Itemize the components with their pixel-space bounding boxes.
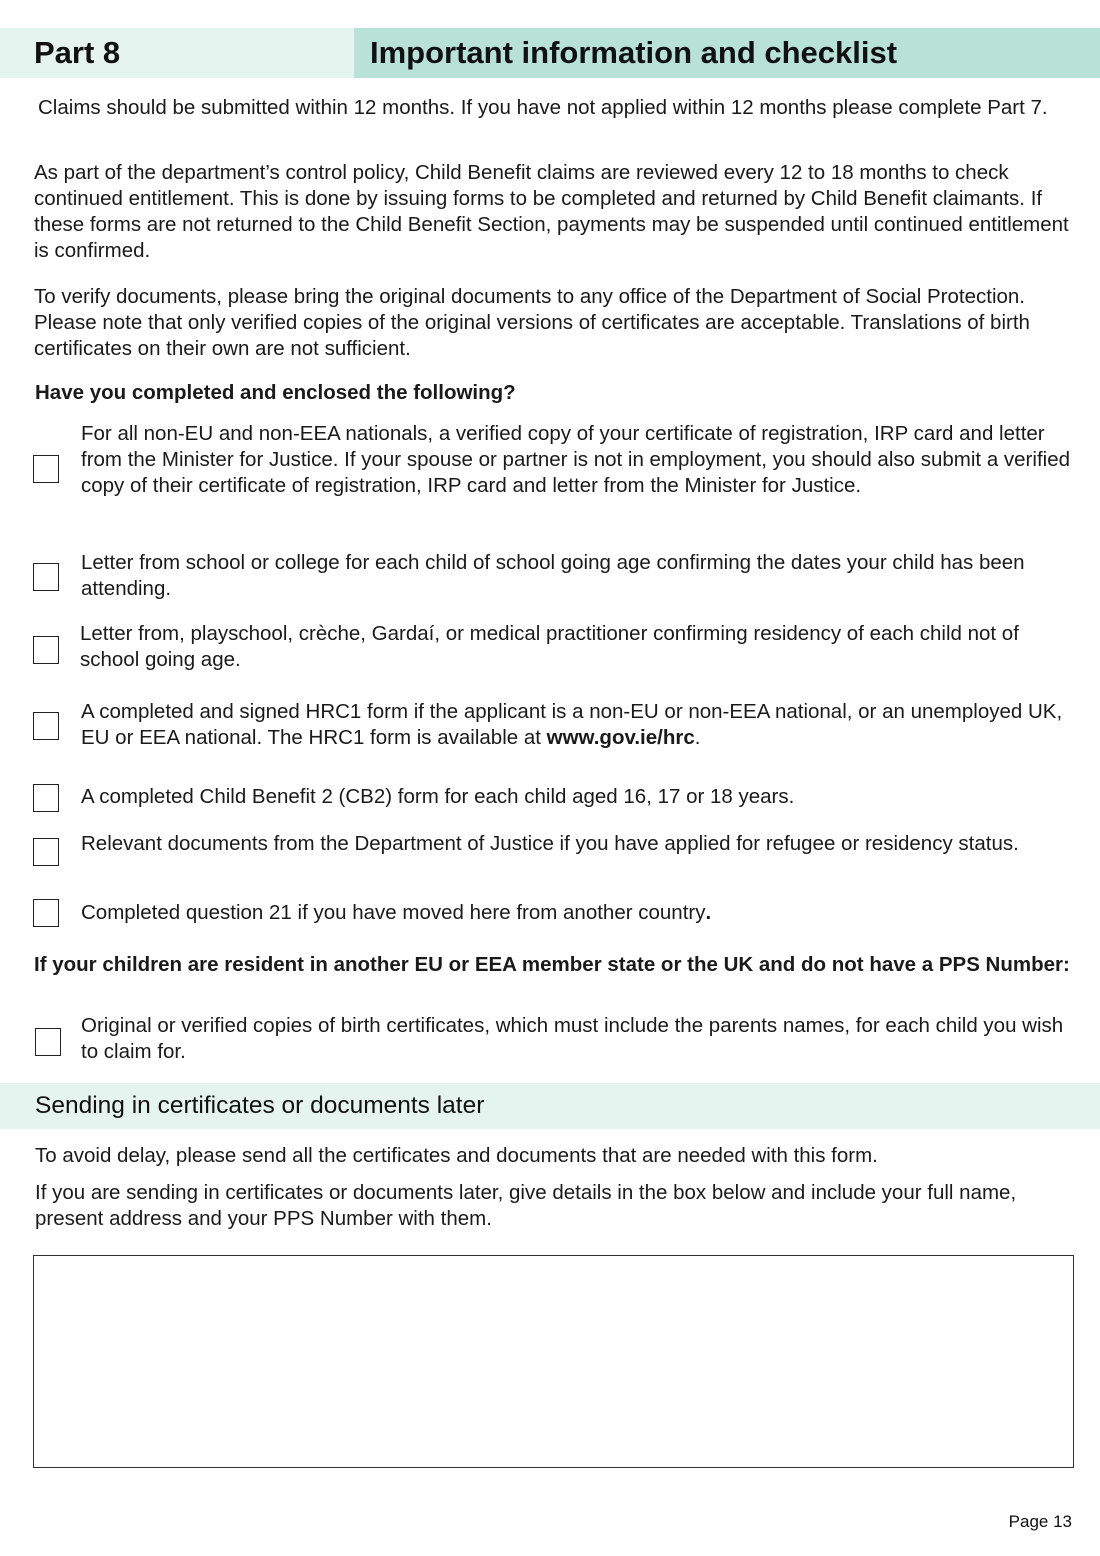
checkbox[interactable] [33, 563, 59, 591]
page-number: Page 13 [1008, 1512, 1072, 1531]
intro-paragraph-2: As part of the department’s control policy, Child Benefit claims are reviewed every 12 to 18 months to check continued entitlement. This is done by issuing forms to be completed and returned by Child Benefit claimants. If these forms are not returned to the Child Benefit Section, payments may be suspended until continued entitlement is confirmed. [34, 161, 1069, 262]
q21-suffix: . [705, 901, 712, 924]
hrc-suffix: . [694, 726, 701, 749]
later-paragraph-2: If you are sending in certificates or documents later, give details in the box below and include your full name, present address and your PPS Number with them. [35, 1181, 1017, 1230]
intro-paragraph-3: To verify documents, please bring the original documents to any office of the Department of Social Protection. Please note that only verified copies of the original versions of certificates are acceptable. Translations of birth certificates on their own are not sufficient. [34, 285, 1030, 360]
resident-heading: If your children are resident in another EU or EEA member state or the UK and do not have a PPS Number: [34, 953, 1070, 976]
hrc-link[interactable]: www.gov.ie/hrc [546, 726, 695, 749]
checklist-item-label: Relevant documents from the Department of Justice if you have applied for refugee or residency status. [81, 832, 1019, 855]
checkbox[interactable] [33, 784, 59, 812]
checklist-item-label: Original or verified copies of birth certificates, which must include the parents names, for each child you wish to claim for. [81, 1014, 1064, 1063]
checklist-item-label: For all non-EU and non-EEA nationals, a verified copy of your certificate of registration, IRP card and letter from the Minister for Justice. If your spouse or partner is not in employment, you should also submit a verified copy of their certificate of registration, IRP card and letter from the Minister for Justice. [81, 422, 1070, 497]
q21-text: Completed question 21 if you have moved here from another country [81, 901, 706, 924]
checkbox[interactable] [33, 636, 59, 664]
details-input-box[interactable] [33, 1255, 1074, 1468]
checklist-item-label: Letter from, playschool, crèche, Gardaí, or medical practitioner confirming residency of each child not of school going age. [80, 622, 1019, 671]
checkbox[interactable] [33, 455, 59, 483]
part-number: Part 8 [0, 28, 354, 78]
part-title: Important information and checklist [354, 28, 1100, 78]
checkbox[interactable] [35, 1028, 61, 1056]
checklist-item-label: Letter from school or college for each child of school going age confirming the dates your child has been attending. [81, 551, 1025, 600]
checklist-item-label [81, 699, 1076, 751]
section-heading-documents-later: Sending in certificates or documents later [0, 1083, 1100, 1129]
part-header [0, 28, 1100, 78]
checkbox[interactable] [33, 712, 59, 740]
checklist-heading: Have you completed and enclosed the following? [35, 381, 516, 404]
checkbox[interactable] [33, 899, 59, 927]
intro-paragraph-1: Claims should be submitted within 12 months. If you have not applied within 12 months please complete Part 7. [38, 96, 1048, 119]
checklist-item-label [81, 900, 1076, 926]
checklist-item-label: A completed Child Benefit 2 (CB2) form for each child aged 16, 17 or 18 years. [81, 785, 795, 808]
hrc1-text: A completed and signed HRC1 form if the applicant is a non-EU or non-EEA national, or an unemployed UK, EU or EEA national. The HRC1 form is available at [81, 700, 1063, 749]
checkbox[interactable] [33, 838, 59, 866]
later-paragraph-1: To avoid delay, please send all the certificates and documents that are needed with this form. [35, 1144, 878, 1167]
